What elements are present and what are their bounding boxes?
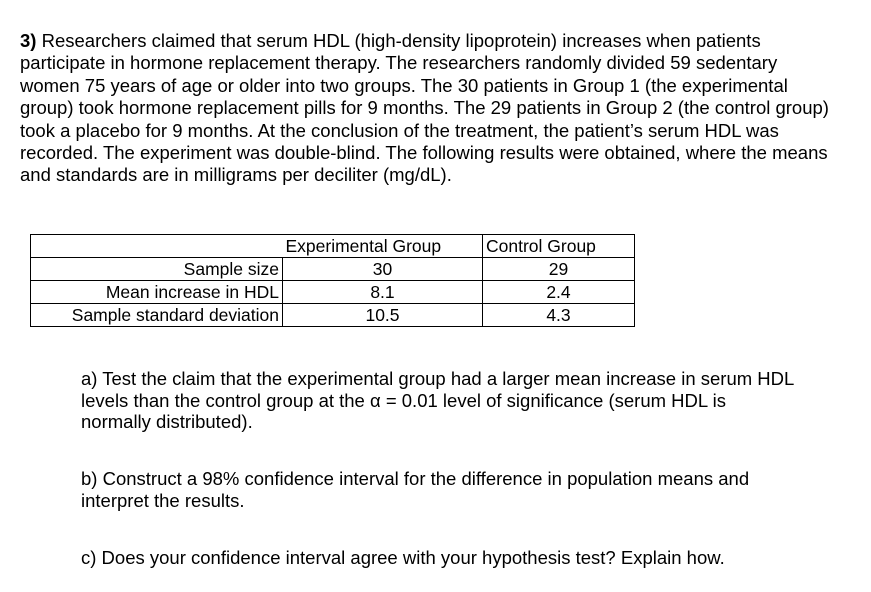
column-header-control: Control Group: [483, 235, 635, 258]
table-row: [31, 281, 635, 304]
column-header-experimental: Experimental Group: [283, 235, 483, 258]
table-corner-cell: [31, 235, 283, 258]
question-c: c) Does your confidence interval agree with your hypothesis test? Explain how.: [81, 547, 725, 568]
question-b: b) Construct a 98% confidence interval for the difference in population means and interpret the results.: [81, 468, 750, 511]
cell-value: 10.5: [283, 304, 483, 327]
table-header-row: [31, 235, 635, 258]
problem-number: 3): [20, 30, 37, 51]
cell-value: 29: [483, 258, 635, 281]
problem-statement: [20, 30, 840, 187]
question-a: a) Test the claim that the experimental group had a larger mean increase in serum HDL levels than the control group at the α = 0.01 level of significance (serum HDL is normally distributed).: [81, 368, 794, 432]
row-label-mean-increase: Mean increase in HDL: [31, 281, 283, 304]
results-table: [30, 234, 635, 327]
row-label-std-dev: Sample standard deviation: [31, 304, 283, 327]
cell-value: 30: [283, 258, 483, 281]
table-row: [31, 304, 635, 327]
row-label-sample-size: Sample size: [31, 258, 283, 281]
table-row: [31, 258, 635, 281]
cell-value: 4.3: [483, 304, 635, 327]
cell-value: 2.4: [483, 281, 635, 304]
problem-text: Researchers claimed that serum HDL (high-density lipoprotein) increases when patients participate in hormone replacement therapy. The researchers randomly divided 59 sedentary women 75 years of age or older into two groups. The 30 patients in Group 1 (the experimental group) took hormone replacement pills for 9 months. The 29 patients in Group 2 (the control group) took a placebo for 9 months. At the conclusion of the treatment, the patient’s serum HDL was recorded. The experiment was double-blind. The following results were obtained, where the means and standards are in milligrams per deciliter (mg/dL).: [20, 30, 829, 186]
cell-value: 8.1: [283, 281, 483, 304]
